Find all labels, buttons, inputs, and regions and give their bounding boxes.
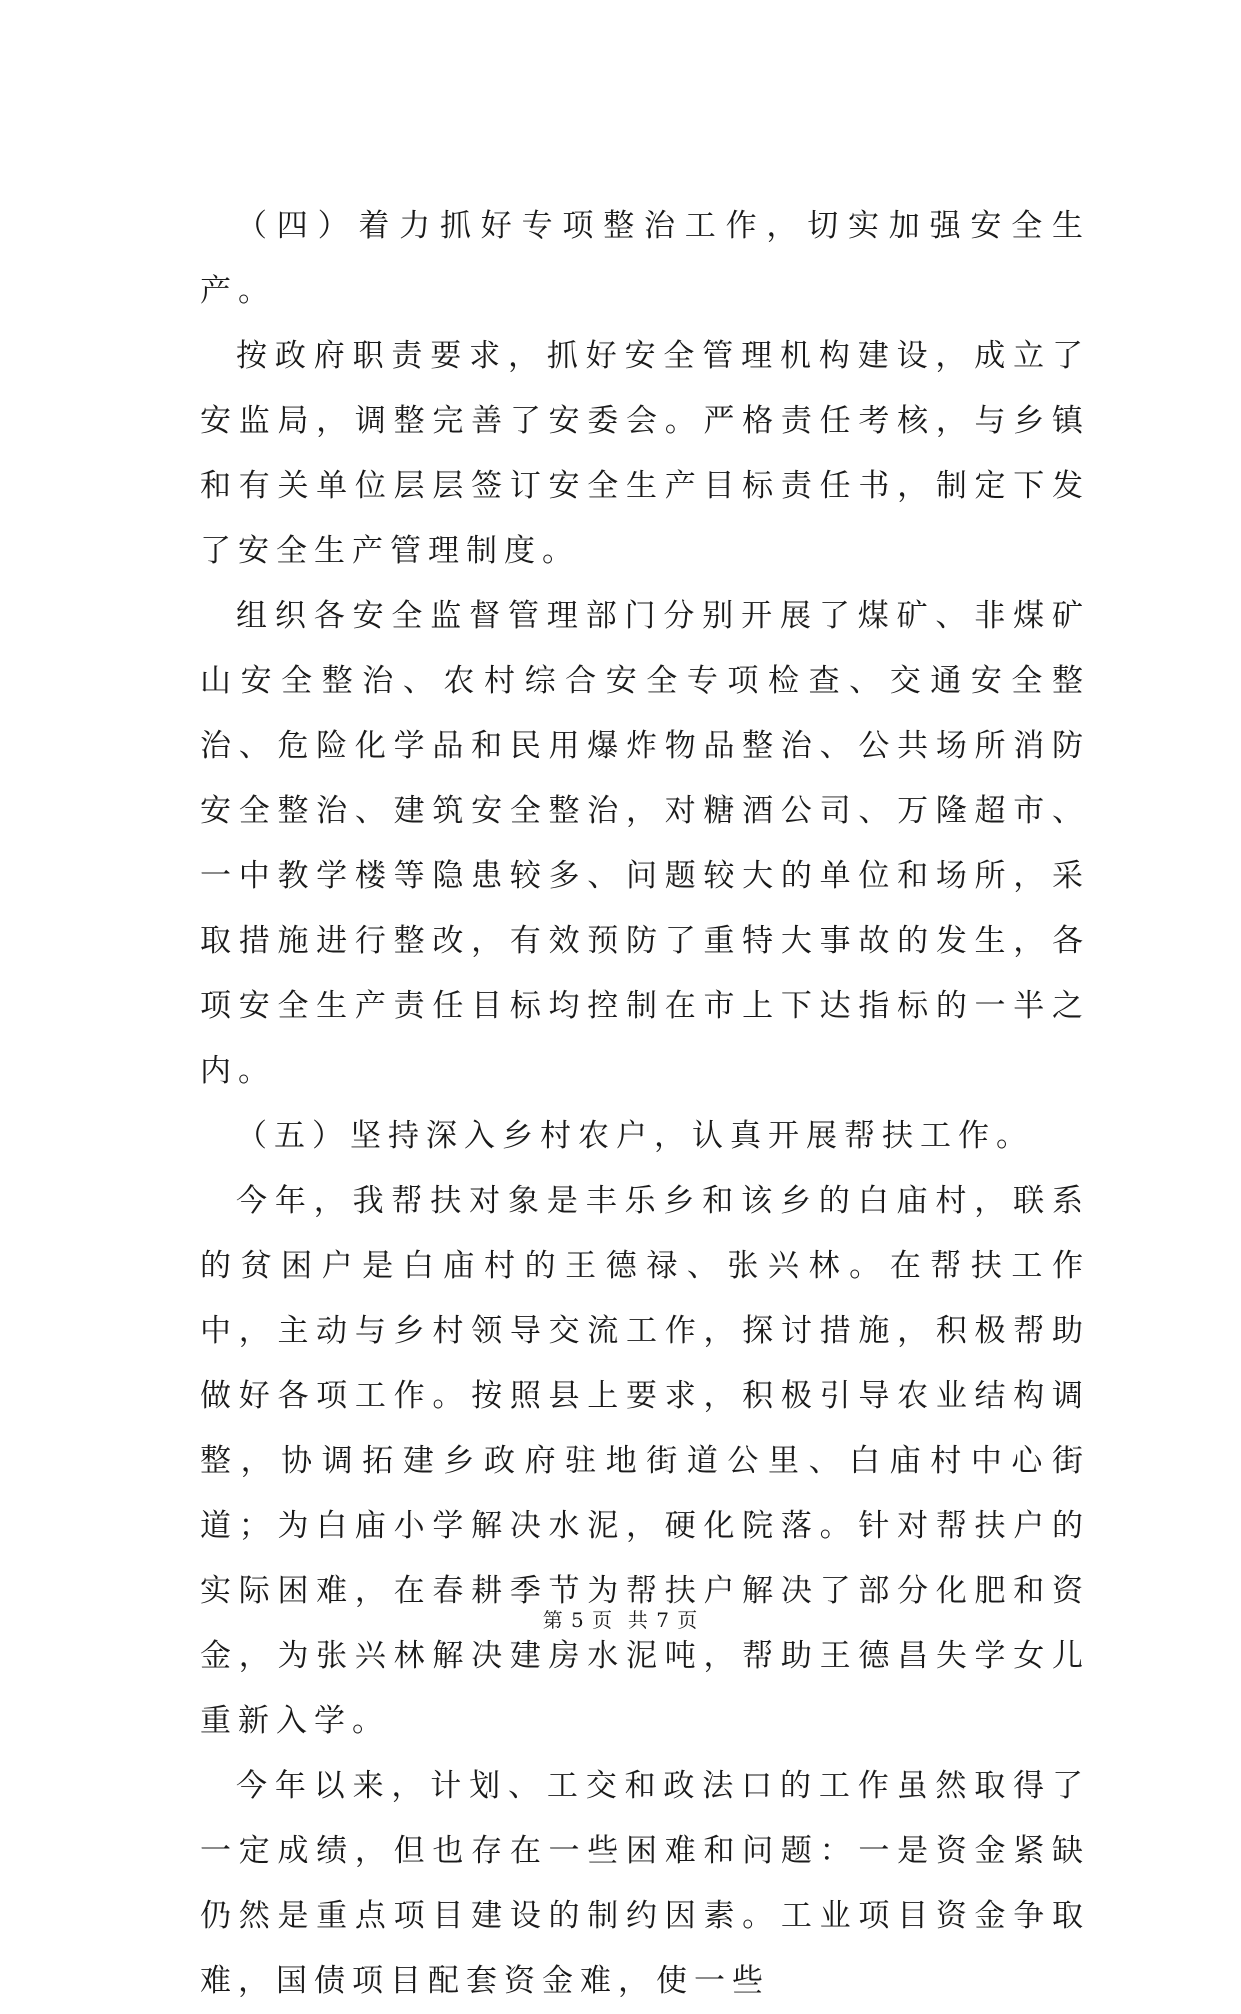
section-heading-five: （五）坚持深入乡村农户，认真开展帮扶工作。 xyxy=(236,1118,1034,1154)
document-body xyxy=(200,194,1090,2014)
paragraph-safety-rectification: 组织各安全监督管理部门分别开展了煤矿、非煤矿山安全整治、农村综合安全专项检查、交通安全整治、危险化学品和民用爆炸物品整治、公共场所消防安全整治、建筑安全整治，对糖酒公司、万隆超市、一中教学楼等隐患较多、问题较大的单位和场所，采取措施进行整改，有效预防了重特大事故的发生，各项安全生产责任目标均控制在市上下达指标的一半之内。 xyxy=(200,598,1090,1089)
page-footer xyxy=(0,1604,1241,1633)
page-number: 第 5 页 共 7 页 xyxy=(542,1608,699,1632)
paragraph-problems: 今年以来，计划、工交和政法口的工作虽然取得了一定成绩，但也存在一些困难和问题：一是资金紧缺仍然是重点项目建设的制约因素。工业项目资金争取难，国债项目配套资金难，使一些 xyxy=(200,1768,1090,1999)
paragraph-assistance-work: 今年，我帮扶对象是丰乐乡和该乡的白庙村，联系的贫困户是白庙村的王德禄、张兴林。在帮扶工作中，主动与乡村领导交流工作，探讨措施，积极帮助做好各项工作。按照县上要求，积极引导农业结构调整，协调拓建乡政府驻地街道公里、白庙村中心街道；为白庙小学解决水泥，硬化院落。针对帮扶户的实际困难，在春耕季节为帮扶户解决了部分化肥和资金，为张兴林解决建房水泥吨，帮助王德昌失学女儿重新入学。 xyxy=(200,1183,1090,1739)
section-heading-four: （四）着力抓好专项整治工作，切实加强安全生产。 xyxy=(200,208,1090,309)
paragraph-safety-management: 按政府职责要求，抓好安全管理机构建设，成立了安监局，调整完善了安委会。严格责任考核，与乡镇和有关单位层层签订安全生产目标责任书，制定下发了安全生产管理制度。 xyxy=(200,338,1090,569)
